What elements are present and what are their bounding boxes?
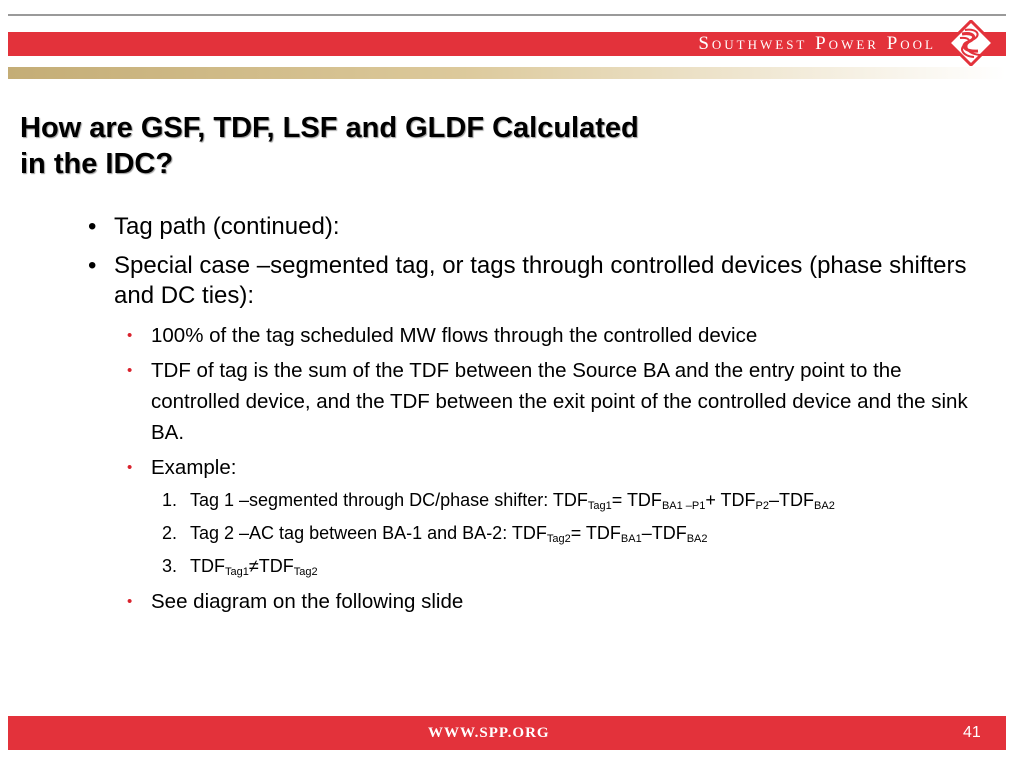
bullet-dot-icon: • [88,252,97,279]
example-formula [190,490,835,510]
red-bullet-dot-icon: • [127,362,133,379]
example-item [162,520,968,546]
red-bullet-dot-icon: • [127,593,133,610]
formula-subscript: P2 [755,500,770,512]
slide-title [20,110,920,182]
top-divider-line [8,14,1006,16]
sub-bullet-item [125,355,968,448]
formula-subscript: Tag2 [546,533,571,545]
example-item [162,553,968,579]
formula-text: + TDF [705,490,756,510]
sub-bullet-text: TDF of tag is the sum of the TDF between the Source BA and the entry point to the controlled device, and the TDF between the exit point of the controlled device and the sink BA. [151,359,968,444]
formula-subscript: BA2 [686,533,708,545]
formula-text: Tag 1 –segmented through DC/phase shifter: TDF [190,490,588,510]
example-number: 2. [162,523,178,543]
formula-text: ≠TDF [248,556,294,576]
formula-text: = TDF [570,523,621,543]
sub-bullet-item [125,586,968,617]
spp-diamond-logo-icon [948,20,994,66]
formula-subscript: Tag1 [587,500,612,512]
formula-text: Tag 2 –AC tag between BA-1 and BA-2: TDF [190,523,547,543]
formula-text: = TDF [611,490,662,510]
brand-name: Southwest Power Pool [698,33,936,54]
bullet-item [88,212,968,242]
example-number: 3. [162,556,178,576]
formula-subscript: Tag1 [225,566,249,578]
red-bullet-dot-icon: • [127,327,133,344]
sub-bullet-item [125,452,968,483]
gold-accent-bar [8,67,1006,79]
formula-subscript: BA2 [814,500,835,512]
example-number: 1. [162,490,178,510]
formula-subscript: BA1 [620,533,642,545]
sub-bullet-item [125,320,968,351]
formula-text: –TDF [641,523,687,543]
example-formula [190,523,708,543]
formula-subscript: BA1 –P1 [661,500,706,512]
formula-text: TDF [190,556,225,576]
footer-website-link[interactable]: WWW.SPP.ORG [428,725,550,741]
bullet-item [88,251,968,311]
sub-bullet-text: 100% of the tag scheduled MW flows through the controlled device [151,324,758,347]
sub-bullet-text: See diagram on the following slide [151,590,464,613]
example-item [162,487,968,513]
slide-page-number: 41 [963,724,981,741]
brand-header-bar [8,32,1006,56]
formula-subscript: Tag2 [293,566,318,578]
slide-title-line-2: in the IDC? [20,148,174,180]
bullet-text: Tag path (continued): [114,213,340,240]
slide-body [88,212,968,621]
sub-bullet-list [125,320,968,617]
red-bullet-dot-icon: • [127,459,133,476]
bullet-dot-icon: • [88,213,97,240]
bullet-text: Special case –segmented tag, or tags through controlled devices (phase shifters and DC ties): [114,252,967,309]
example-list [162,487,968,579]
slide-title-line-1: How are GSF, TDF, LSF and GLDF Calculated [20,112,639,144]
sub-bullet-text: Example: [151,456,237,479]
footer-bar [8,716,1006,750]
example-formula [190,556,318,576]
formula-text: –TDF [769,490,815,510]
